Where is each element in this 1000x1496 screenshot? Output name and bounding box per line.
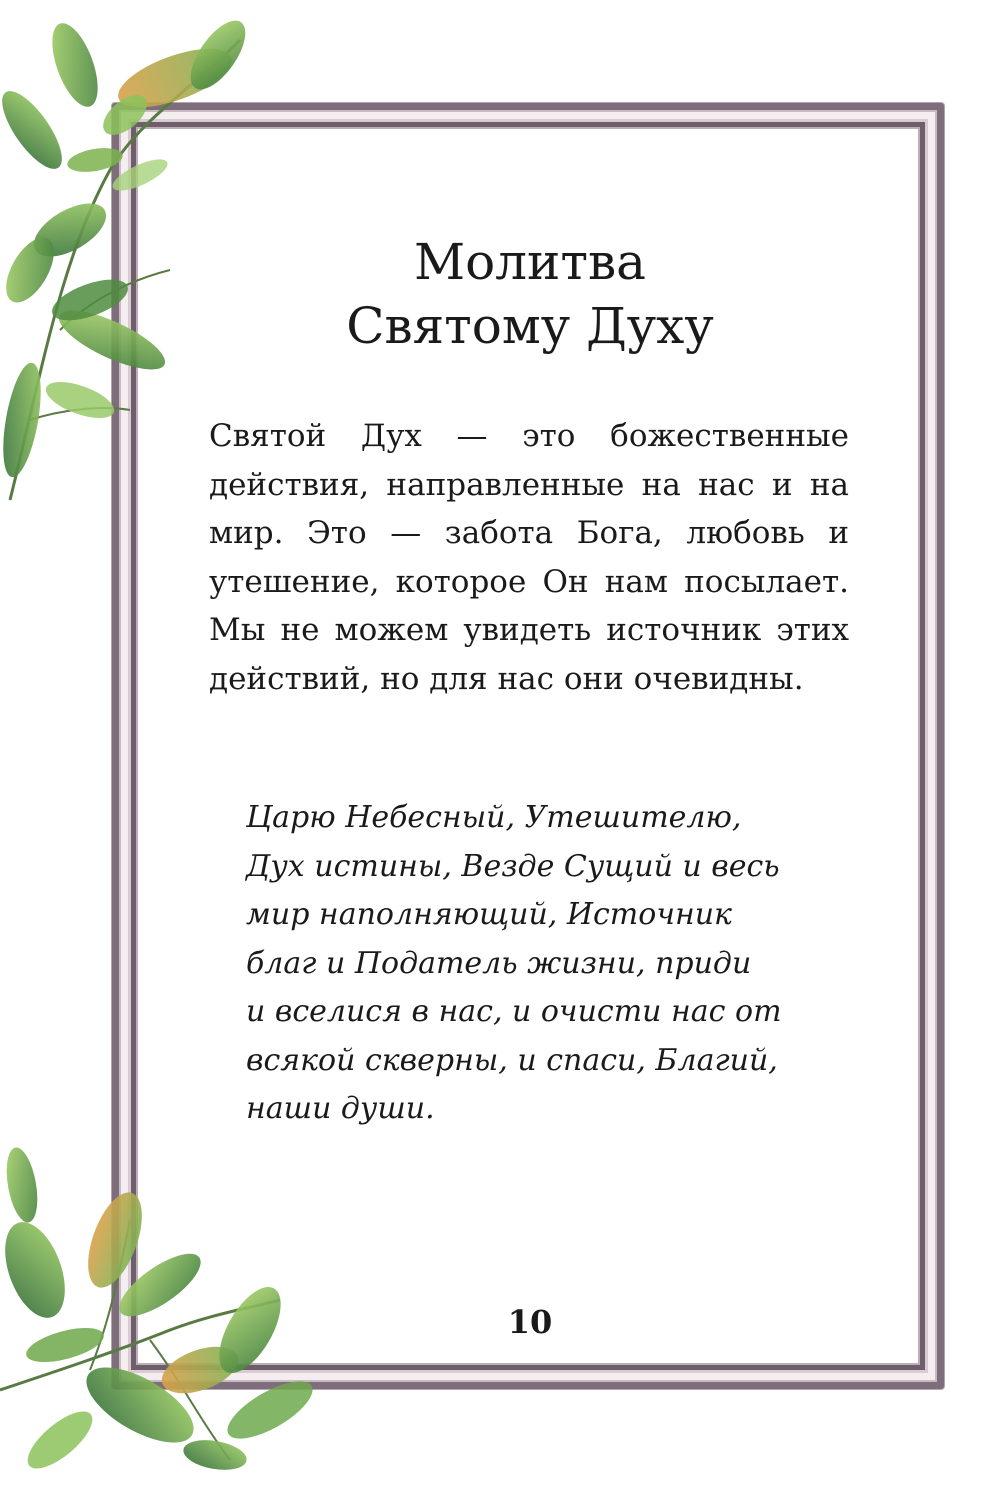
prayer-line: Царю Небесный, Утешителю, (246, 800, 742, 835)
prayer-line: наши души. (246, 1091, 435, 1126)
prayer-line: Дух истины, Везде Сущий и весь (246, 848, 780, 884)
prayer-line: всякой скверны, и спаси, Благий, (246, 1042, 778, 1078)
prayer-text (246, 794, 846, 1134)
intro-paragraph: Святой Дух — это божественные действия, направленные на нас и на мир. Это — забота Бога, любовь и утешение, которое Он нам посылает. Мы не можем увидеть источник этих действий, но для нас они очевидны. (209, 418, 849, 697)
page-number: 10 (507, 1303, 553, 1341)
prayer-line: и вселися в нас, и очисти нас от (246, 994, 782, 1029)
title-line-2: Святому Духу (346, 297, 714, 355)
title-line-1: Молитва (413, 233, 646, 291)
page-title (260, 230, 800, 358)
prayer-line: благ и Податель жизни, приди (246, 945, 752, 981)
prayer-line: мир наполняющий, Источник (246, 897, 732, 932)
